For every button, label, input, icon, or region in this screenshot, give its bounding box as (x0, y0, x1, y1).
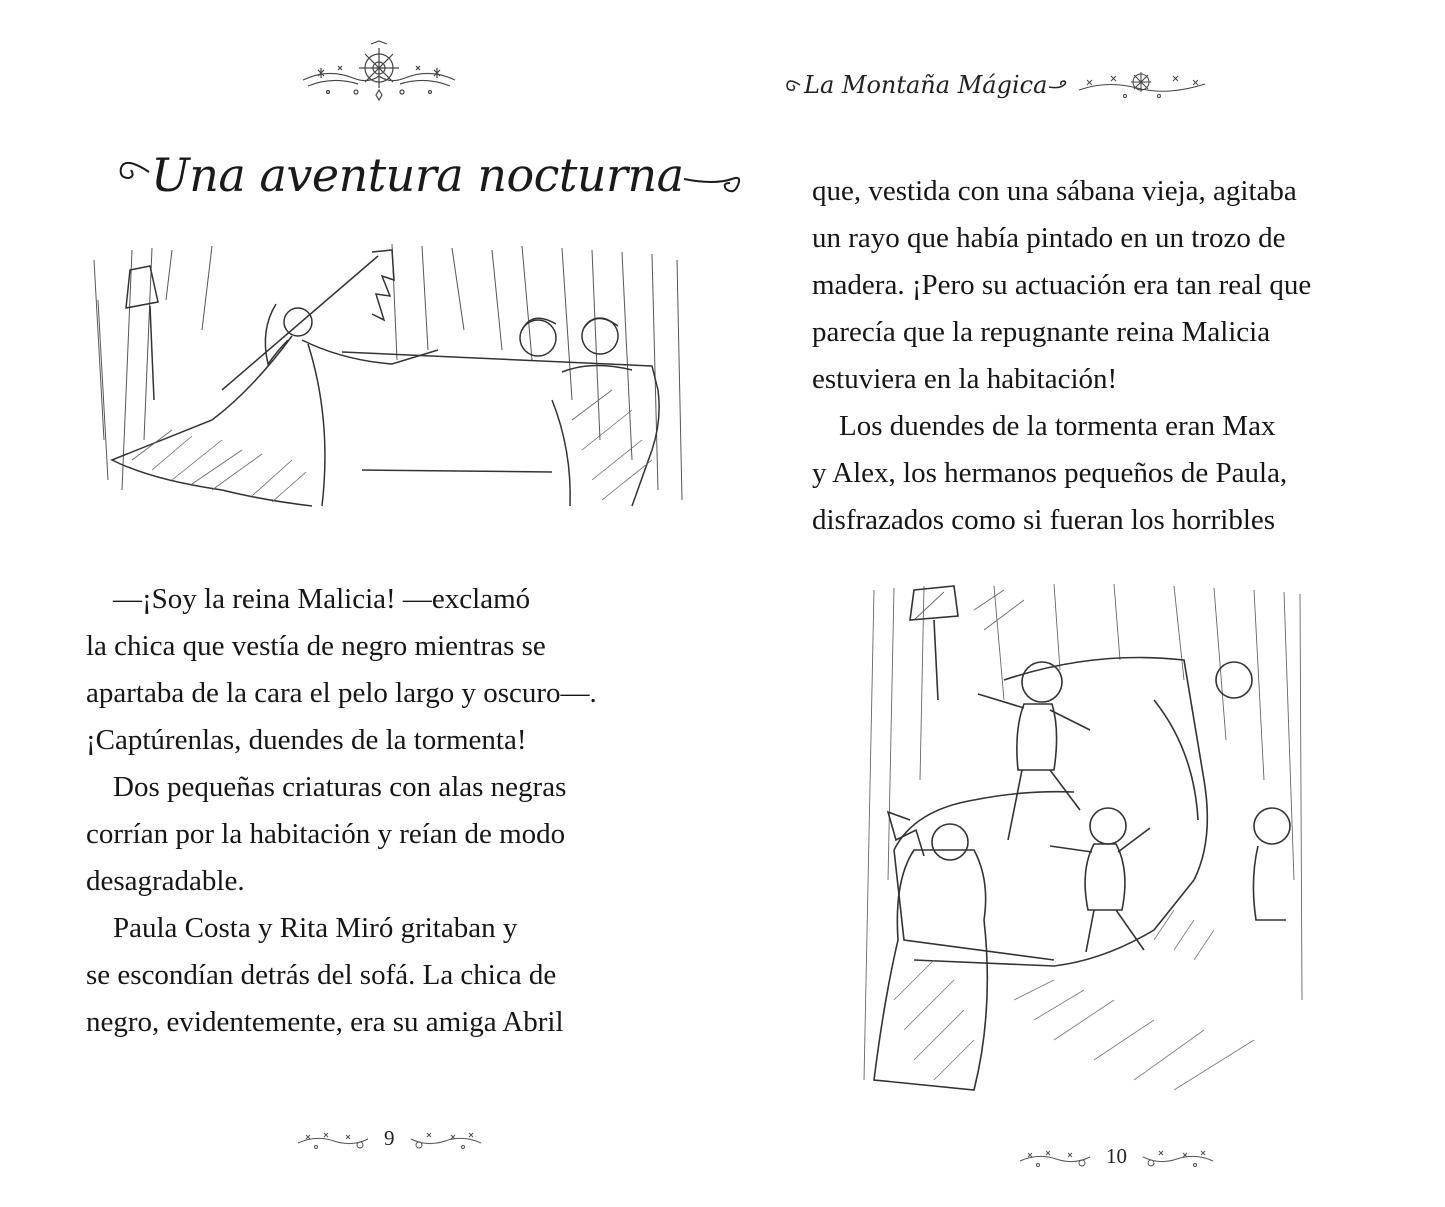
text-line: que, vestida con una sábana vieja, agitaba (812, 175, 1297, 207)
text-line: madera. ¡Pero su actuación era tan real que (812, 269, 1312, 301)
page-footer-left (296, 1126, 483, 1151)
page-number: 10 (1106, 1144, 1127, 1168)
text-line: se escondían detrás del sofá. La chica de (86, 959, 557, 991)
left-page (0, 0, 722, 1207)
text-line: —¡Soy la reina Malicia! —exclamó (113, 583, 531, 615)
right-page (722, 0, 1445, 1207)
scroll-swirl-icon (115, 150, 151, 200)
body-text-left (86, 576, 686, 1046)
body-text-right (812, 168, 1412, 544)
text-line: desagradable. (86, 865, 245, 897)
text-line: Dos pequeñas criaturas con alas negras (113, 771, 567, 803)
text-line: ¡Captúrenlas, duendes de la tormenta! (86, 724, 527, 756)
illustration-queen-scene (92, 240, 692, 508)
text-line: Paula Costa y Rita Miró gritaban y (113, 912, 518, 944)
page-footer-right (1018, 1144, 1215, 1169)
text-line: la chica que vestía de negro mientras se (86, 630, 546, 662)
text-line: y Alex, los hermanos pequeños de Paula, (812, 457, 1288, 489)
snowflake-ornament-icon (298, 40, 460, 102)
snowflake-border-icon (296, 1127, 370, 1151)
snowflake-border-icon (409, 1127, 483, 1151)
text-line: negro, evidentemente, era su amiga Abril (86, 1006, 564, 1038)
running-head (784, 66, 1204, 104)
scroll-swirl-icon (1049, 73, 1067, 97)
text-line: un rayo que había pintado en un trozo de (812, 222, 1286, 254)
chapter-title-text: Una aventura nocturna (151, 148, 684, 202)
snowflake-ornament-icon (1077, 68, 1207, 102)
text-line: disfrazados como si fueran los horribles (812, 504, 1276, 536)
text-line: Los duendes de la tormenta eran Max (839, 410, 1276, 442)
text-line: apartaba de la cara el pelo largo y oscuro—. (86, 677, 597, 709)
illustration-sofa-scene (854, 580, 1304, 1108)
text-line: parecía que la repugnante reina Malicia (812, 316, 1271, 348)
running-head-title: La Montaña Mágica (804, 71, 1048, 99)
text-line: estuviera en la habitación! (812, 363, 1118, 395)
page-number: 9 (384, 1126, 395, 1150)
scroll-swirl-icon (784, 73, 802, 97)
snowflake-border-icon (1018, 1145, 1092, 1169)
snowflake-border-icon (1141, 1145, 1215, 1169)
text-line: corrían por la habitación y reían de modo (86, 818, 566, 850)
chapter-title (115, 140, 725, 210)
